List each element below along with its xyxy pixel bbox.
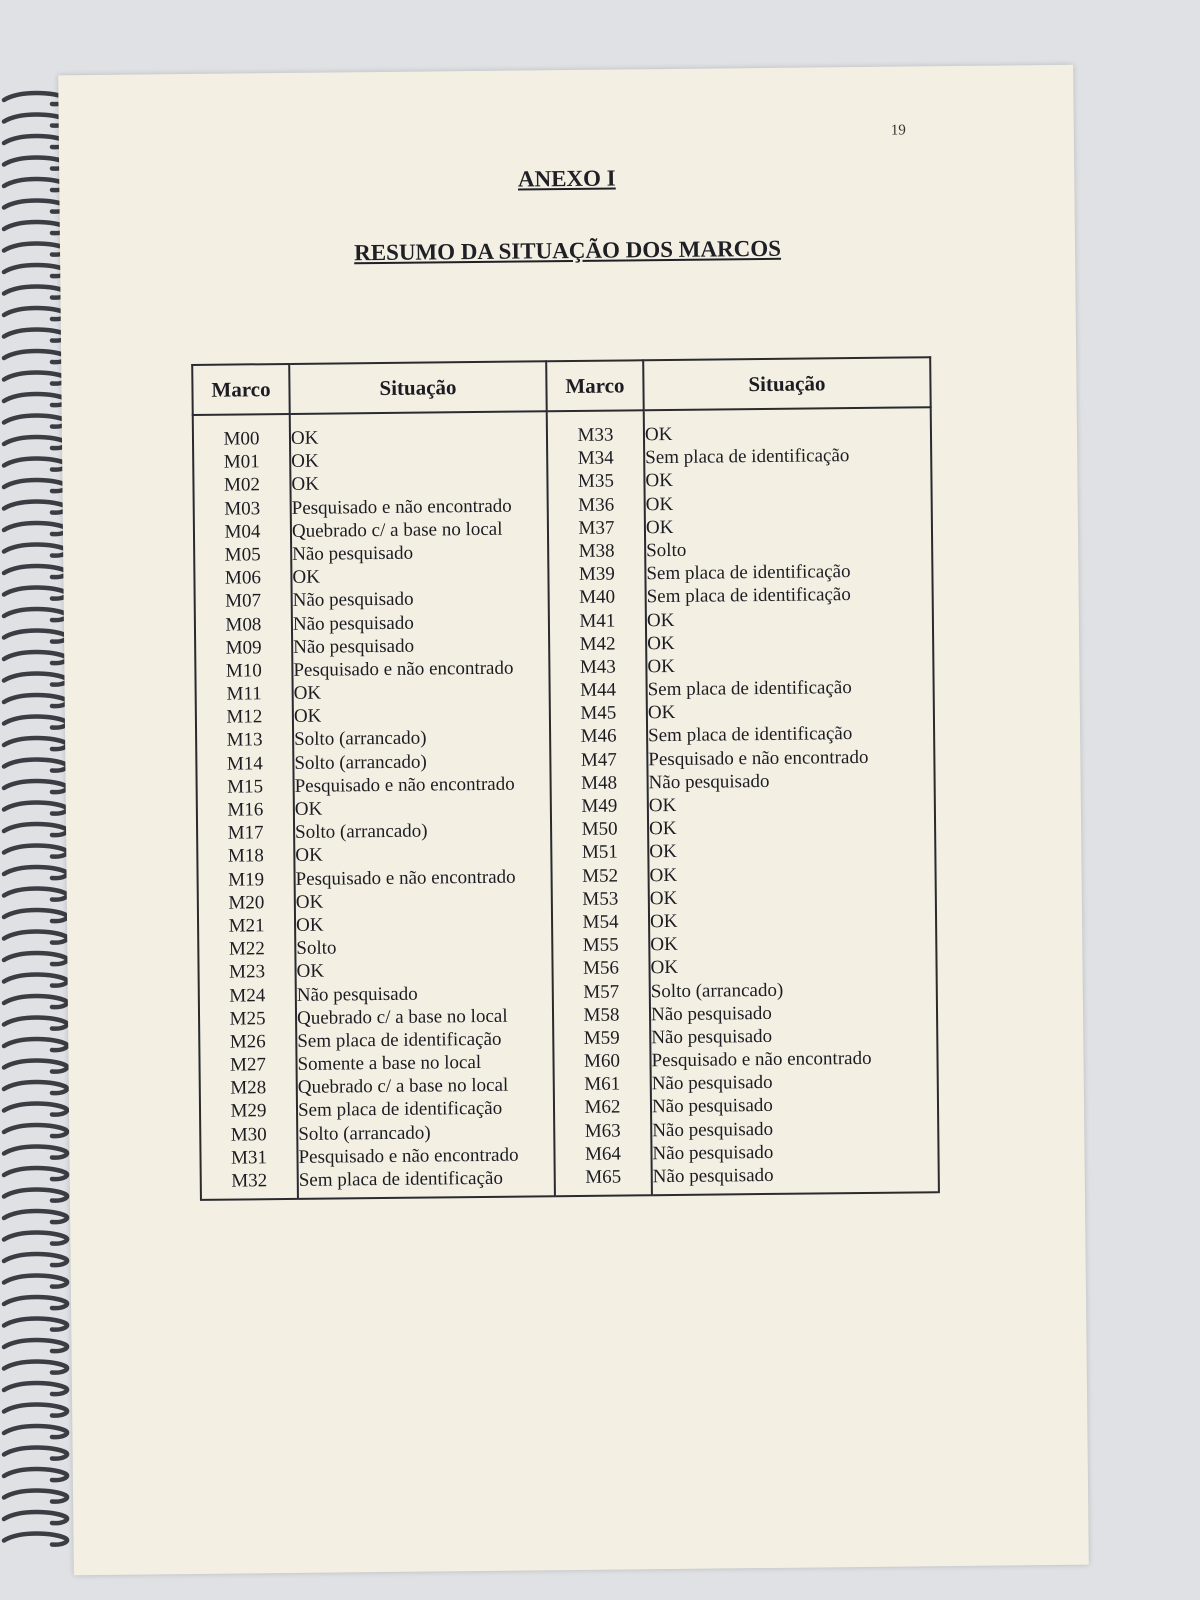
spiral-coil xyxy=(4,1168,67,1179)
marco-code: M25 xyxy=(229,1007,266,1030)
spiral-coil xyxy=(4,953,67,964)
spiral-coil xyxy=(4,416,67,427)
marco-code: M32 xyxy=(231,1170,268,1192)
marco-code: M50 xyxy=(581,818,618,841)
marco-code: M26 xyxy=(229,1031,266,1053)
marco-code: M27 xyxy=(229,1054,267,1076)
marco-code: M33 xyxy=(577,424,614,446)
marco-status: Sem placa de identificação xyxy=(648,723,853,747)
marco-status: Solto (arrancado) xyxy=(295,820,428,844)
marco-code: M28 xyxy=(230,1077,267,1099)
marco-status: Pesquisado e não encontrado xyxy=(648,746,869,770)
spiral-coil xyxy=(4,889,67,900)
marco-code: M34 xyxy=(577,447,614,470)
marco-code: M64 xyxy=(584,1143,622,1165)
marco-status: Pesquisado e não encontrado xyxy=(294,773,515,797)
spiral-coil xyxy=(4,437,67,448)
spiral-coil xyxy=(4,652,67,663)
marco-code: M43 xyxy=(579,656,616,678)
spiral-coil xyxy=(4,545,67,556)
header-marco-right: Marco xyxy=(546,360,644,411)
marco-status: OK xyxy=(645,493,674,515)
marco-status: Sem placa de identificação xyxy=(646,561,851,585)
marco-code: M55 xyxy=(582,934,619,957)
marco-status: Não pesquisado xyxy=(651,1072,773,1095)
header-marco-left: Marco xyxy=(192,364,290,415)
spiral-coil xyxy=(4,222,67,233)
spiral-coil xyxy=(4,1276,67,1287)
spiral-coil xyxy=(4,910,67,921)
marco-code: M44 xyxy=(580,679,617,701)
marco-status: Solto (arrancado) xyxy=(650,979,784,1002)
spiral-coil xyxy=(4,1491,67,1502)
marco-code: M45 xyxy=(580,702,617,725)
left-status-column xyxy=(290,411,555,1199)
marco-code: M58 xyxy=(583,1004,620,1026)
spiral-coil xyxy=(4,330,67,341)
right-status-column xyxy=(644,407,939,1195)
marco-code: M48 xyxy=(581,772,618,794)
marco-status: Somente a base no local xyxy=(297,1052,482,1075)
marco-code: M03 xyxy=(224,497,261,520)
marco-status: OK xyxy=(647,632,675,654)
marco-status: Solto xyxy=(646,539,687,562)
marco-status: OK xyxy=(649,887,678,909)
marco-code: M31 xyxy=(230,1147,268,1169)
spiral-coil xyxy=(4,1039,67,1050)
marco-status: Sem placa de identificação xyxy=(298,1167,504,1191)
marco-code: M52 xyxy=(582,865,619,887)
marco-status: Sem placa de identificação xyxy=(646,584,851,608)
marco-code: M47 xyxy=(580,749,617,771)
marco-status: Pesquisado e não encontrado xyxy=(291,495,512,519)
spiral-coil xyxy=(4,1061,67,1072)
marco-status: OK xyxy=(647,655,675,678)
marco-code: M30 xyxy=(230,1123,267,1146)
marco-code: M60 xyxy=(583,1050,621,1072)
marco-status: Não pesquisado xyxy=(652,1164,774,1188)
spiral-coil xyxy=(4,1469,67,1480)
marco-status: Sem placa de identificação xyxy=(297,1098,503,1122)
marco-code: M23 xyxy=(229,961,266,983)
marco-code: M05 xyxy=(224,544,261,566)
spiral-coil xyxy=(4,975,67,986)
marco-code: M02 xyxy=(223,474,261,497)
marco-status: OK xyxy=(645,516,674,538)
marco-code: M09 xyxy=(225,636,262,659)
marco-status: Não pesquisado xyxy=(292,612,414,635)
marco-status: Quebrado c/ a base no local xyxy=(296,1005,508,1029)
marco-status: Solto (arrancado) xyxy=(294,727,427,751)
marco-status: OK xyxy=(296,960,325,983)
marco-code: M40 xyxy=(579,586,616,609)
spiral-coil xyxy=(4,1383,67,1394)
marco-code: M17 xyxy=(227,822,264,844)
table-header-row xyxy=(192,357,930,415)
spiral-coil xyxy=(4,738,67,749)
marco-code: M10 xyxy=(225,660,262,682)
annex-title: ANEXO I xyxy=(517,165,616,192)
marco-status: OK xyxy=(295,845,323,867)
marco-status: OK xyxy=(649,864,678,886)
marco-status: Sem placa de identificação xyxy=(645,445,850,469)
spiral-coil xyxy=(4,1405,67,1416)
marco-code: M51 xyxy=(581,841,618,864)
marco-status: OK xyxy=(294,798,323,820)
header-situacao-left: Situação xyxy=(289,361,547,414)
spiral-coil xyxy=(4,158,67,169)
marco-code: M54 xyxy=(582,911,619,933)
spiral-coil xyxy=(4,674,67,685)
marco-status: Não pesquisado xyxy=(292,542,414,565)
spiral-coil xyxy=(4,803,67,814)
marco-status: Não pesquisado xyxy=(651,1095,773,1118)
marco-code: M06 xyxy=(224,567,262,589)
spiral-coil xyxy=(4,1297,67,1308)
marco-code: M14 xyxy=(226,752,263,775)
marco-code: M21 xyxy=(228,915,265,937)
spiral-coil xyxy=(4,1104,67,1115)
marcos-table xyxy=(191,356,940,1201)
marco-code: M19 xyxy=(228,868,265,891)
spiral-coil xyxy=(4,1426,67,1437)
marco-status: OK xyxy=(644,423,673,446)
spiral-coil xyxy=(4,115,67,126)
spiral-coil xyxy=(4,1190,67,1201)
marco-status: Não pesquisado xyxy=(652,1118,774,1141)
marco-status: OK xyxy=(650,934,678,956)
spiral-coil xyxy=(4,1254,67,1265)
marco-code: M04 xyxy=(224,521,261,543)
spiral-coil xyxy=(4,1125,67,1136)
marco-status: OK xyxy=(293,705,322,728)
spiral-coil xyxy=(4,996,67,1007)
marco-code: M56 xyxy=(582,957,620,980)
header-situacao-right: Situação xyxy=(643,357,931,410)
spiral-coil xyxy=(4,373,67,384)
marco-status: Não pesquisado xyxy=(292,588,414,612)
spiral-coil xyxy=(4,244,67,255)
marco-status: OK xyxy=(649,841,677,863)
spiral-coil xyxy=(4,523,67,534)
spiral-coil xyxy=(4,1147,67,1158)
marco-status: Pesquisado e não encontrado xyxy=(293,657,514,681)
spiral-coil xyxy=(4,502,67,513)
marco-status: OK xyxy=(290,427,319,449)
marco-code: M22 xyxy=(228,938,265,960)
marco-status: OK xyxy=(291,474,320,496)
spiral-coil xyxy=(4,287,67,298)
marco-code: M12 xyxy=(226,706,263,728)
right-codes-column xyxy=(547,410,652,1196)
spiral-coil xyxy=(4,1233,67,1244)
marco-status: OK xyxy=(649,910,678,933)
marco-code: M61 xyxy=(584,1073,621,1096)
marco-code: M59 xyxy=(583,1027,620,1049)
spiral-coil xyxy=(4,760,67,771)
spiral-coil xyxy=(4,265,67,276)
marco-status: Solto (arrancado) xyxy=(298,1122,431,1145)
marco-status: Pesquisado e não encontrado xyxy=(295,866,516,890)
spiral-coil xyxy=(4,717,67,728)
marco-code: M62 xyxy=(584,1096,621,1119)
spiral-coil xyxy=(4,1534,67,1545)
marco-status: OK xyxy=(645,470,674,492)
marco-code: M38 xyxy=(578,540,615,562)
marco-status: Solto (arrancado) xyxy=(294,751,427,774)
spiral-coil xyxy=(4,1018,67,1029)
marco-status: OK xyxy=(292,566,321,589)
marco-status: Solto xyxy=(296,937,337,960)
spiral-coil xyxy=(4,588,67,599)
marco-code: M63 xyxy=(584,1120,621,1142)
marco-code: M35 xyxy=(577,470,615,493)
marco-status: OK xyxy=(646,609,675,631)
marco-status: Não pesquisado xyxy=(296,983,418,1006)
spiral-coil xyxy=(4,1362,67,1373)
marco-status: Quebrado c/ a base no local xyxy=(297,1074,509,1099)
spiral-coil xyxy=(4,631,67,642)
marco-code: M16 xyxy=(227,799,264,821)
spiral-coil xyxy=(4,695,67,706)
marco-code: M13 xyxy=(226,729,263,752)
marco-code: M57 xyxy=(583,981,620,1003)
marco-status: OK xyxy=(648,818,677,840)
spiral-coil xyxy=(4,932,67,943)
marco-status: OK xyxy=(291,450,319,473)
marco-code: M49 xyxy=(581,795,618,817)
marco-status: Não pesquisado xyxy=(652,1141,774,1165)
marco-status: OK xyxy=(647,702,676,724)
spiral-coil xyxy=(4,846,67,857)
marco-code: M46 xyxy=(580,725,617,748)
marco-status: Não pesquisado xyxy=(650,1002,772,1025)
spiral-coil xyxy=(4,179,67,190)
spiral-coil xyxy=(4,824,67,835)
spiral-coil xyxy=(4,459,67,470)
spiral-coil xyxy=(4,480,67,491)
marco-status: Sem placa de identificação xyxy=(647,677,852,701)
marco-code: M20 xyxy=(228,891,265,914)
marco-status: Pesquisado e não encontrado xyxy=(651,1047,872,1072)
marco-status: OK xyxy=(650,957,679,979)
marco-code: M15 xyxy=(227,776,264,798)
spiral-coil xyxy=(4,1448,67,1459)
marco-code: M37 xyxy=(578,517,615,539)
main-title: RESUMO DA SITUAÇÃO DOS MARCOS xyxy=(353,235,782,266)
spiral-coil xyxy=(4,609,67,620)
marco-code: M29 xyxy=(230,1100,267,1123)
marco-code: M53 xyxy=(582,888,619,910)
table-body-row xyxy=(193,407,939,1200)
marco-code: M42 xyxy=(579,633,616,655)
marco-status: Quebrado c/ a base no local xyxy=(291,518,503,542)
marco-code: M00 xyxy=(223,428,260,450)
spiral-coil xyxy=(4,1082,67,1093)
spiral-coil xyxy=(4,1211,67,1222)
marco-status: Não pesquisado xyxy=(648,770,770,794)
spiral-coil xyxy=(4,566,67,577)
spiral-coil xyxy=(4,867,67,878)
marco-status: OK xyxy=(648,794,677,817)
spiral-coil xyxy=(4,1340,67,1351)
spiral-coil xyxy=(4,394,67,405)
marco-code: M65 xyxy=(585,1166,622,1188)
marco-code: M39 xyxy=(578,563,615,586)
spiral-coil xyxy=(4,351,67,362)
marco-status: Não pesquisado xyxy=(651,1025,773,1049)
marco-status: OK xyxy=(295,914,324,936)
marco-code: M24 xyxy=(229,984,266,1007)
spiral-coil xyxy=(4,1319,67,1330)
marco-code: M18 xyxy=(227,845,264,867)
spiral-coil xyxy=(4,201,67,212)
document-page xyxy=(58,65,1089,1576)
spiral-coil xyxy=(4,136,67,147)
marco-code: M41 xyxy=(579,610,616,632)
spiral-coil xyxy=(4,1512,67,1523)
marco-status: OK xyxy=(295,891,324,913)
marco-code: M36 xyxy=(578,494,615,516)
marco-code: M07 xyxy=(225,590,262,612)
marco-status: OK xyxy=(293,682,322,704)
marco-code: M01 xyxy=(223,451,260,473)
marco-code: M11 xyxy=(226,683,262,705)
spiral-coil xyxy=(4,308,67,319)
marco-code: M08 xyxy=(225,613,262,636)
marco-status: Pesquisado e não encontrado xyxy=(298,1144,519,1168)
marco-status: Sem placa de identificação xyxy=(297,1028,502,1052)
page-number: 19 xyxy=(890,122,906,139)
spiral-coil xyxy=(4,781,67,792)
left-codes-column xyxy=(193,414,298,1200)
marco-status: Não pesquisado xyxy=(293,635,415,658)
